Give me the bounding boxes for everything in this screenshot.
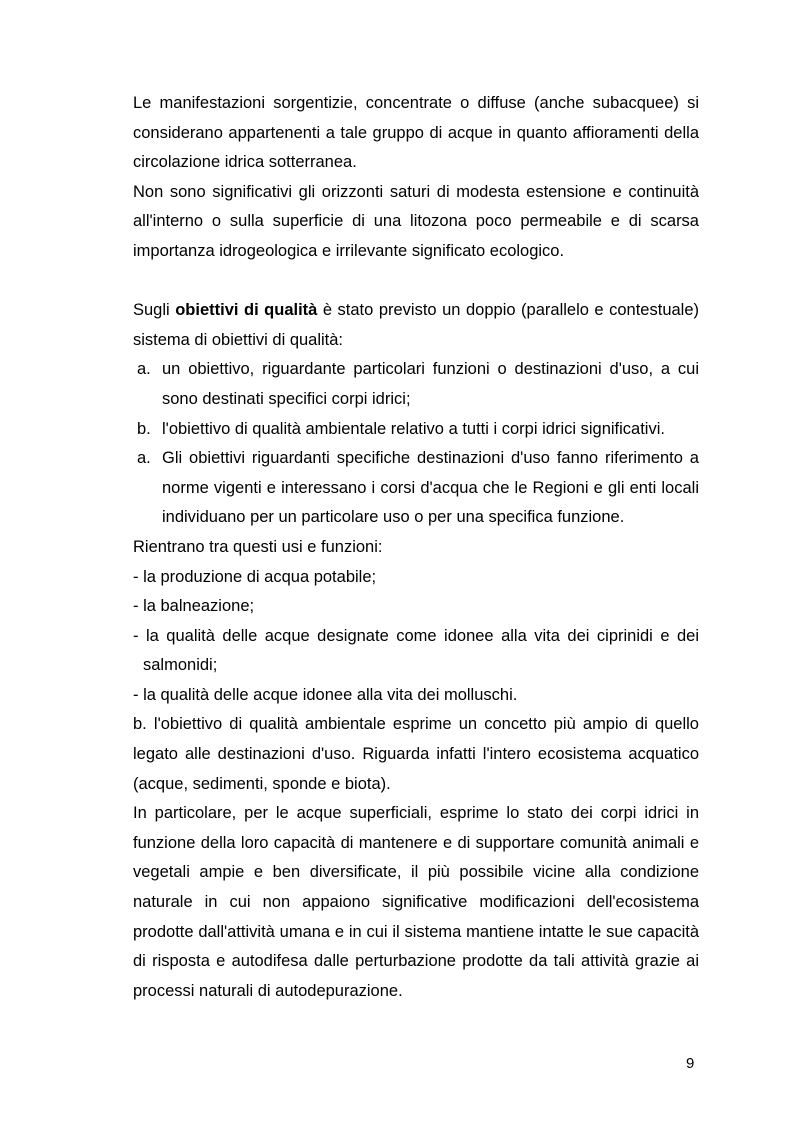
- list-item-text: un obiettivo, riguardante particolari funzioni o destinazioni d'uso, a cui sono destinati specifici corpi idrici;: [162, 360, 699, 408]
- uses-intro: Rientrano tra questi usi e funzioni:: [133, 537, 383, 556]
- list-item: [133, 415, 699, 445]
- paragraph-gap: [133, 267, 699, 297]
- dash-item: - la produzione di acqua potabile;: [133, 567, 377, 586]
- bold-term: obiettivi di qualità: [175, 301, 318, 320]
- text-post: è stato previsto un doppio (parallelo e contestuale) sistema di obiettivi di qualità:: [133, 301, 700, 349]
- paragraph-surface-waters: In particolare, per le acque superficiali, esprime lo stato dei corpi idrici in funzione della loro capacità di mantenere e di supportare comunità animali e vegetali ampie e ben diversificate, il più possibile vicine alla condizione naturale in cui non appaiono significative modificazioni dell'ecosistema prodotte dall'attività umana e in cui il sistema mantiene intatte le sue capacità di risposta e autodifesa dalle perturbazione prodotte da tali attività grazie ai processi naturali di autodepurazione.: [133, 804, 699, 1000]
- list-marker: b.: [137, 419, 151, 438]
- list-item: [133, 355, 699, 414]
- page-body: [133, 89, 699, 1006]
- dash-item: - la balneazione;: [133, 597, 255, 616]
- page-number: 9: [686, 1055, 695, 1072]
- paragraph-springs: Le manifestazioni sorgentizie, concentrate o diffuse (anche subacquee) si considerano appartenenti a tale gruppo di acque in quanto affioramenti della circolazione idrica sotterranea.: [133, 94, 699, 172]
- paragraph-saturated-horizons: Non sono significativi gli orizzonti saturi di modesta estensione e continuità all'interno o sulla superficie di una litozona poco permeabile e di scarsa importanza idrogeologica e irrilevante significato ecologico.: [133, 182, 699, 260]
- list-item-text: Gli obiettivi riguardanti specifiche destinazioni d'uso fanno riferimento a norme vigenti e interessano i corsi d'acqua che le Regioni e gli enti locali individuano per un particolare uso o per una specifica funzione.: [162, 449, 699, 527]
- text-pre: Sugli: [133, 301, 176, 320]
- dash-item: - la qualità delle acque idonee alla vita dei molluschi.: [133, 685, 518, 704]
- list-item: [133, 444, 699, 533]
- list-marker: a.: [137, 360, 151, 379]
- paragraph-environmental-objective: b. l'obiettivo di qualità ambientale esprime un concetto più ampio di quello legato alle destinazioni d'uso. Riguarda infatti l'intero ecosistema acquatico (acque, sedimenti, sponde e biota).: [133, 715, 699, 793]
- list-item-text: l'obiettivo di qualità ambientale relativo a tutti i corpi idrici significativi.: [162, 419, 665, 438]
- dash-item: - la qualità delle acque designate come idonee alla vita dei ciprinidi e dei salmonidi;: [133, 626, 699, 675]
- list-marker: a.: [137, 449, 151, 468]
- paragraph-quality-objectives: [133, 296, 699, 355]
